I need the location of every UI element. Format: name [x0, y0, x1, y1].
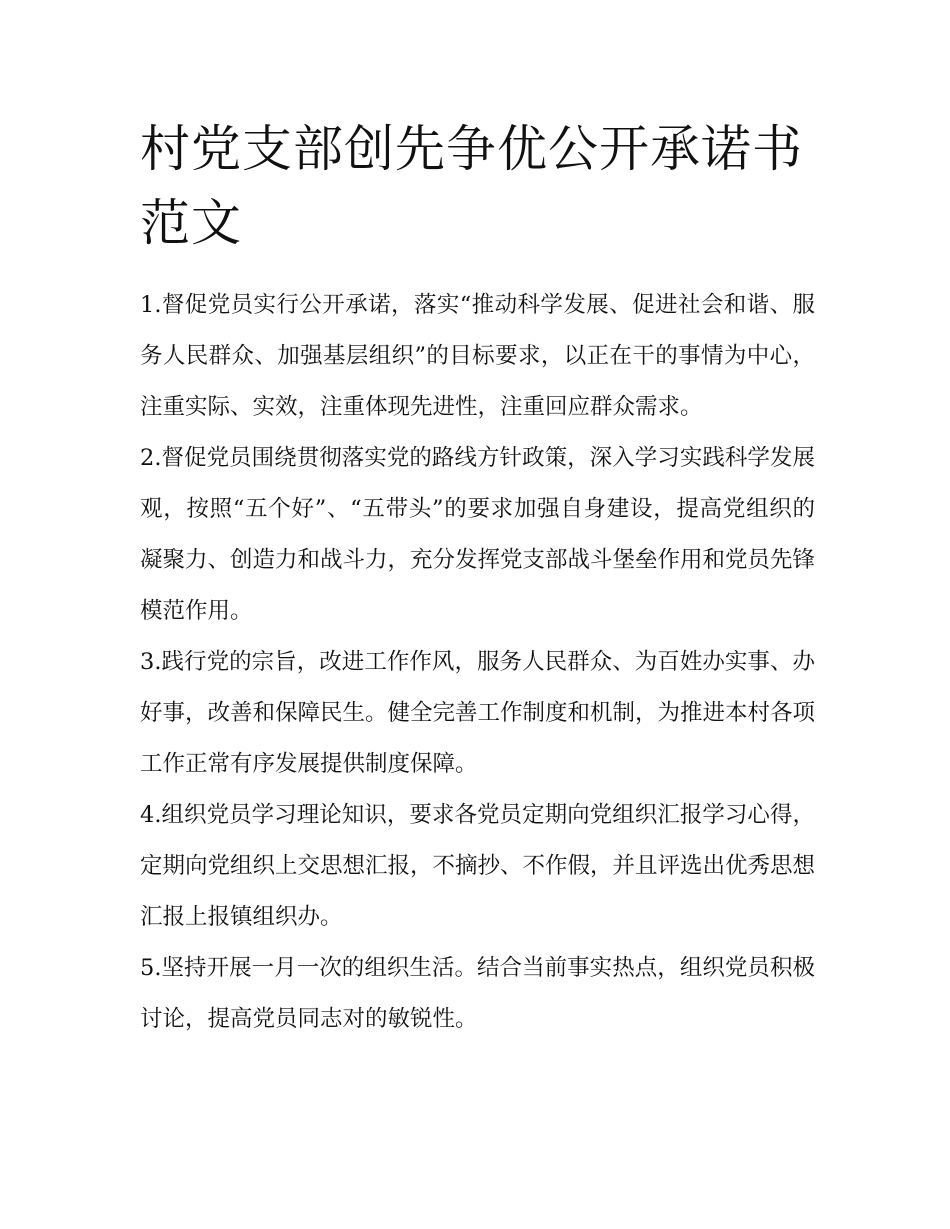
- paragraph-2: 2.督促党员围绕贯彻落实党的路线方针政策，深入学习实践科学发展观，按照“五个好”、“五带头”的要求加强自身建设，提高党组织的凝聚力、创造力和战斗力，充分发挥党支部战斗堡垒作用和党员先锋模范作用。: [140, 445, 816, 624]
- paragraph-5: 5.坚持开展一月一次的组织生活。结合当前事实热点，组织党员积极讨论，提高党员同志对的敏锐性。: [140, 955, 815, 1032]
- document-title: 村党支部创先争优公开承诺书范文: [140, 120, 803, 252]
- paragraph-4: 4.组织党员学习理论知识，要求各党员定期向党组织汇报学习心得，定期向党组织上交思想汇报，不摘抄、不作假，并且评选出优秀思想汇报上报镇组织办。: [140, 802, 816, 930]
- paragraph-3: 3.践行党的宗旨，改进工作作风，服务人民群众、为百姓办实事、办好事，改善和保障民生。健全完善工作制度和机制，为推进本村各项工作正常有序发展提供制度保障。: [140, 649, 816, 777]
- paragraph-1: 1.督促党员实行公开承诺，落实“推动科学发展、促进社会和谐、服务人民群众、加强基层组织”的目标要求，以正在干的事情为中心，注重实际、实效，注重体现先进性，注重回应群众需求。: [140, 292, 815, 420]
- document-page: [140, 112, 815, 1045]
- document-body: [140, 280, 815, 1045]
